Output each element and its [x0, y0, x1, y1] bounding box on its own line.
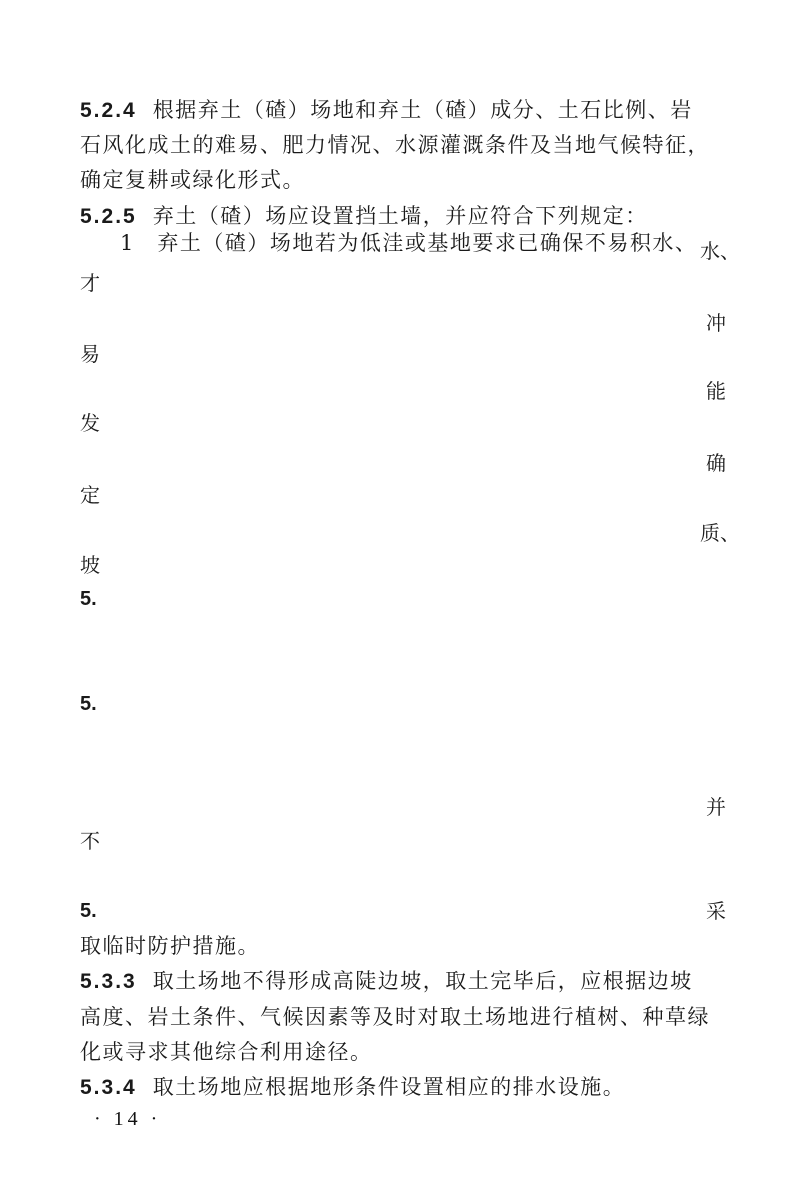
paragraph-5-2-4-line-2: 石风化成土的难易、肥力情况、水源灌溉条件及当地气候特征，	[80, 133, 710, 157]
right-fragment: 确	[706, 451, 726, 475]
clause-number: 5.3.4	[80, 1076, 137, 1099]
right-fragment: 质、	[700, 521, 740, 545]
right-fragment: 能	[706, 379, 726, 403]
paragraph-5-2-4-line-3: 确定复耕或绿化形式。	[80, 168, 305, 192]
clause-number: 5.3.3	[80, 970, 137, 993]
paragraph-text: 弃土（碴）场应设置挡土墙，并应符合下列规定：	[152, 204, 648, 228]
paragraph-5-2-4-line-1	[80, 96, 693, 125]
paragraph-5-3-3-line-1	[80, 967, 693, 996]
right-fragment: 并	[706, 795, 726, 819]
right-fragment: 冲	[706, 311, 726, 335]
right-fragment: 采	[706, 899, 726, 923]
tail-line: 取临时防护措施。	[80, 934, 260, 958]
page-number: · 14 ·	[94, 1108, 162, 1130]
clipped-text-line: 1 弃土（碴）场地若为低洼或基地要求已确保不易积水、	[120, 231, 698, 255]
paragraph-text: 取土场地应根据地形条件设置相应的排水设施。	[152, 1075, 626, 1099]
paragraph-5-3-3-line-3: 化或寻求其他综合利用途径。	[80, 1040, 373, 1064]
left-fragment: 易	[80, 342, 100, 366]
paragraph-text: 取土场地不得形成高陡边坡，取土完毕后，应根据边坡	[152, 969, 693, 993]
paragraph-text: 根据弃土（碴）场地和弃土（碴）成分、土石比例、岩	[152, 98, 693, 122]
paragraph-5-2-5	[80, 202, 648, 231]
left-fragment: 不	[80, 829, 100, 853]
left-fragment: 坡	[80, 553, 100, 577]
right-fragment: 水、	[700, 239, 740, 263]
left-fragment: 发	[80, 411, 100, 435]
left-fragment: 才	[80, 271, 100, 295]
clause-number: 5.2.5	[80, 205, 137, 228]
clause-number: 5.2.4	[80, 99, 137, 122]
left-clause-number: 5.	[80, 693, 97, 715]
left-fragment: 定	[80, 483, 100, 507]
paragraph-5-3-4	[80, 1073, 625, 1102]
left-clause-number: 5.	[80, 588, 97, 610]
left-clause-number: 5.	[80, 900, 97, 922]
paragraph-5-3-3-line-2: 高度、岩土条件、气候因素等及时对取土场地进行植树、种草绿	[80, 1005, 710, 1029]
